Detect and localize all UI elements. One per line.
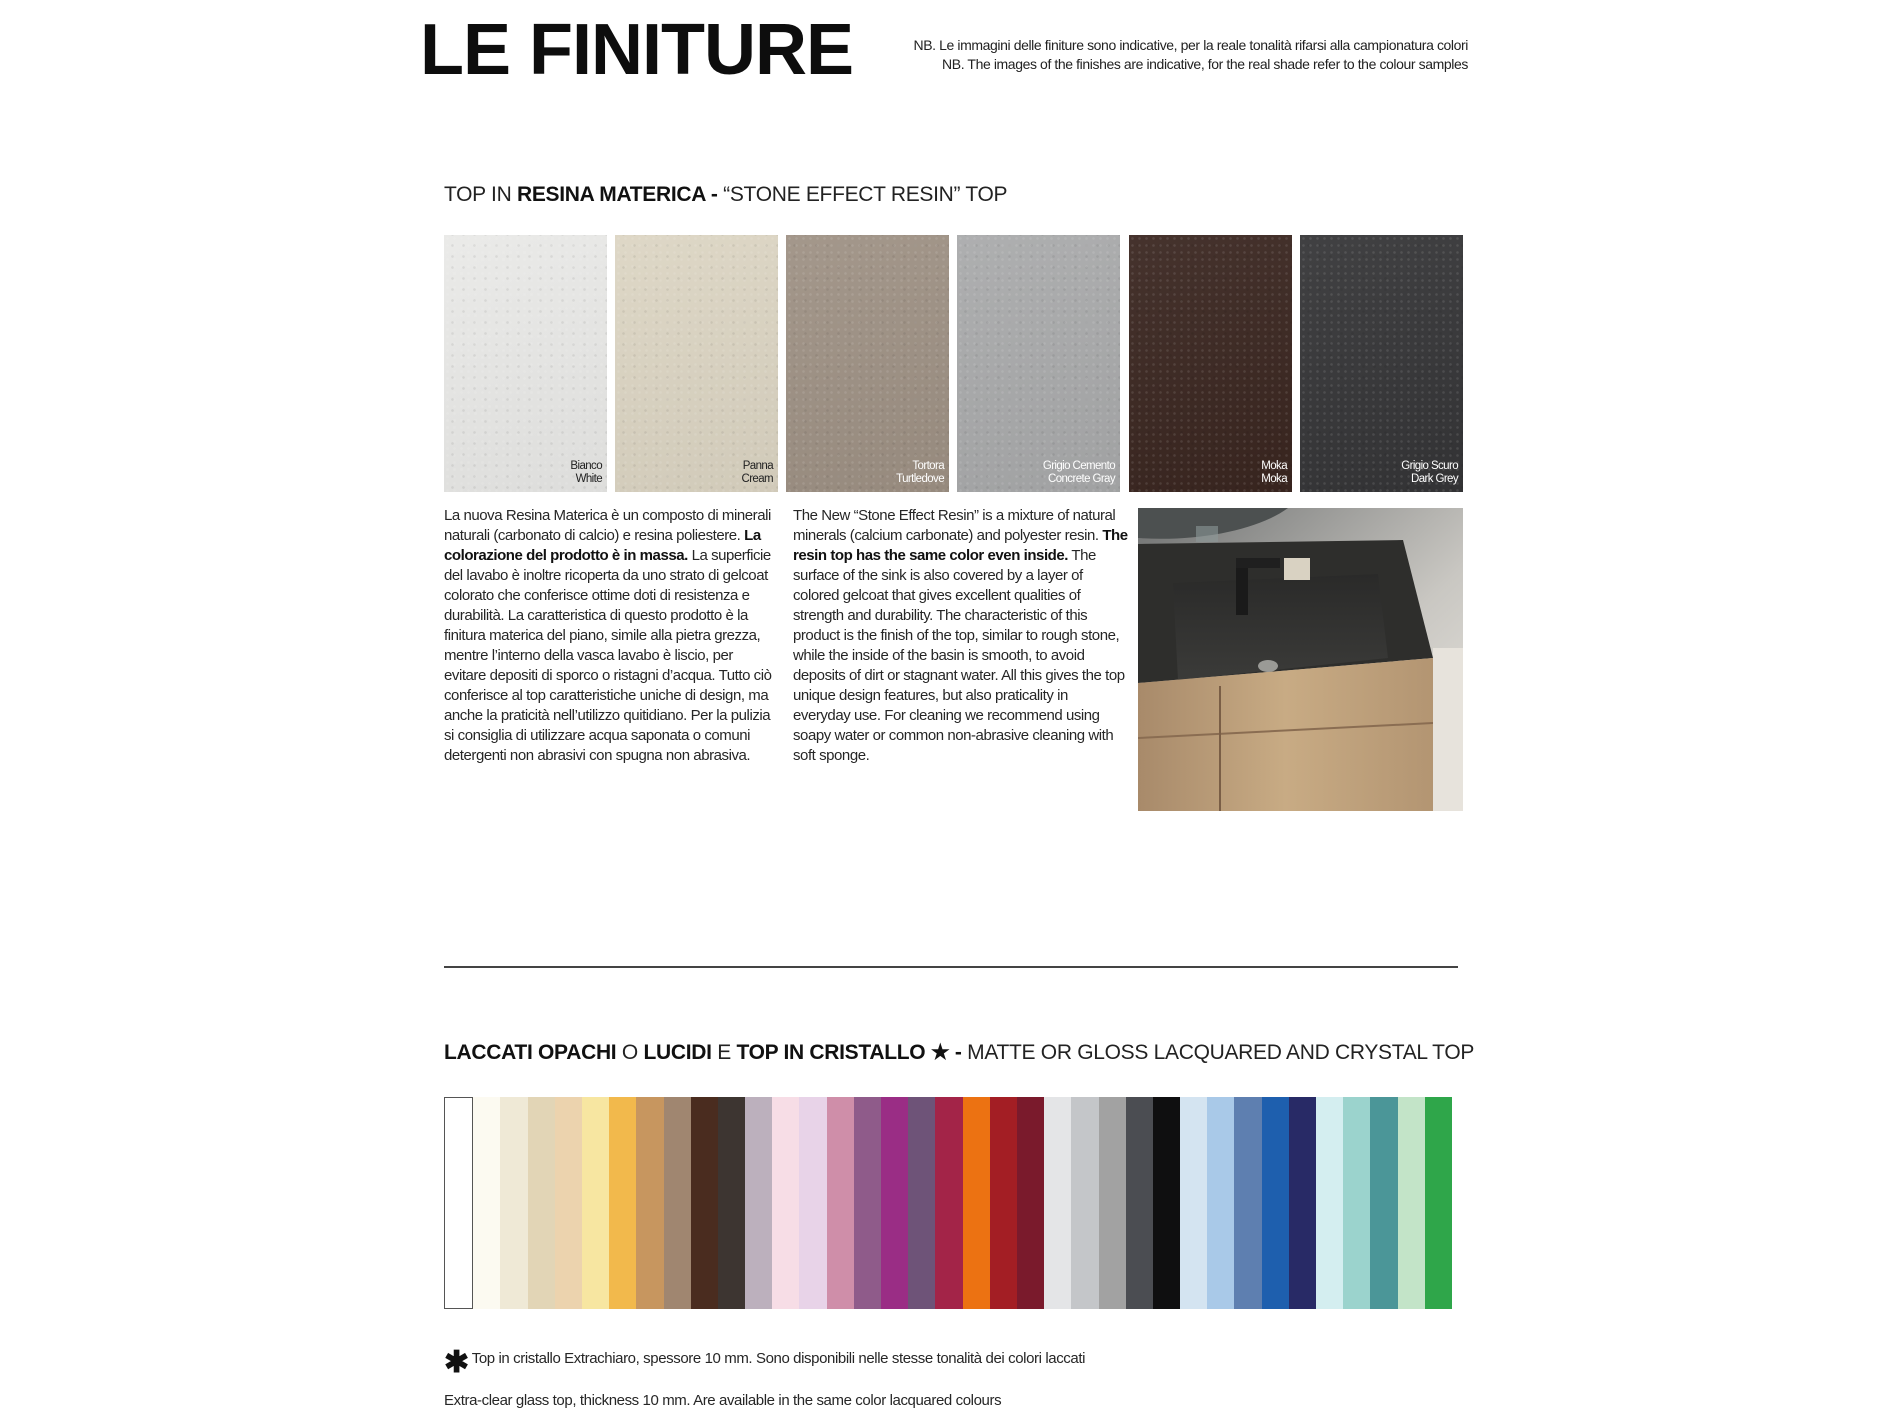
description-it-part2: La superficie del lavabo è inoltre ricoperta da uno strato di gelcoat colorato che conferisce ottime doti di resistenza e durabilità. La caratteristica di questo prodotto è la finitura materica del piano, simile alla pietra grezza, mentre l’interno della vasca lavabo è liscio, per evitare depositi di sporco o ristagni d’acqua. Tutto ciò conferisce al top caratteristiche uniche di design, ma anche la praticità nell’utilizzo quitidiano. Per la pulizia si consiglia di utilizzare acqua saponata o comuni detergenti non abrasivi con spugna non abrasiva. (444, 547, 772, 764)
disclaimer-note (914, 36, 1469, 74)
lacquer-heading-part: MATTE OR GLOSS LACQUARED AND CRYSTAL TOP (967, 1041, 1475, 1064)
lacquer-color-swatch[interactable] (963, 1097, 990, 1309)
swatch-texture (615, 235, 778, 492)
lacquer-color-swatch[interactable] (1289, 1097, 1316, 1309)
swatch-label (1043, 460, 1115, 486)
resin-swatch[interactable] (786, 235, 949, 492)
description-italian (444, 506, 774, 766)
lacquer-color-swatch[interactable] (827, 1097, 854, 1309)
lacquer-color-swatch[interactable] (854, 1097, 881, 1309)
lacquer-color-swatch[interactable] (1398, 1097, 1425, 1309)
lacquer-color-swatch[interactable] (1370, 1097, 1397, 1309)
lacquer-color-strip (444, 1097, 1452, 1309)
lacquer-color-swatch[interactable] (500, 1097, 527, 1309)
lacquer-color-swatch[interactable] (528, 1097, 555, 1309)
lacquer-color-swatch[interactable] (582, 1097, 609, 1309)
disclaimer-note-en: NB. The images of the finishes are indicative, for the real shade refer to the colour samples (942, 56, 1468, 72)
resin-swatch[interactable] (957, 235, 1120, 492)
resin-section-heading (444, 183, 1007, 207)
lacquer-heading-part: O (616, 1041, 644, 1064)
resin-swatch[interactable] (444, 235, 607, 492)
footnote-english: Extra-clear glass top, thickness 10 mm. Are available in the same color lacquared colours (444, 1392, 1002, 1409)
lacquer-color-swatch[interactable] (908, 1097, 935, 1309)
lacquer-color-swatch[interactable] (718, 1097, 745, 1309)
swatch-name-en: Moka (1261, 473, 1287, 485)
swatch-name-en: White (575, 473, 602, 485)
page-title: LE FINITURE (420, 10, 853, 90)
description-it-bold: La colorazione del prodotto è in massa. (444, 527, 761, 564)
swatch-name-en: Turtledove (896, 473, 944, 485)
swatch-label (570, 460, 602, 486)
lacquer-heading-part: TOP IN CRISTALLO (736, 1041, 926, 1064)
lacquer-color-swatch[interactable] (881, 1097, 908, 1309)
lacquer-color-swatch[interactable] (745, 1097, 772, 1309)
lacquer-heading-part: E (711, 1041, 737, 1064)
lacquer-color-swatch[interactable] (609, 1097, 636, 1309)
swatch-name-en: Cream (741, 473, 773, 485)
swatch-texture (444, 235, 607, 492)
description-it-part1: La nuova Resina Materica è un composto di minerali naturali (carbonato di calcio) e resina poliestere. (444, 507, 771, 544)
swatch-name-en: Concrete Gray (1048, 473, 1115, 485)
lacquer-color-swatch[interactable] (636, 1097, 663, 1309)
swatch-name-it: Bianco (570, 460, 602, 472)
lacquer-color-swatch[interactable] (1126, 1097, 1153, 1309)
resin-swatch-row (444, 235, 1463, 492)
footnote-italian (444, 1346, 1086, 1379)
sink-illustration (1138, 508, 1463, 811)
lacquer-color-swatch[interactable] (473, 1097, 500, 1309)
lacquer-heading-star: ★ - (925, 1041, 968, 1064)
resin-heading-prefix: TOP IN (444, 183, 517, 206)
lacquer-heading-part: LACCATI OPACHI (444, 1041, 617, 1064)
resin-swatch[interactable] (1129, 235, 1292, 492)
description-en-part1: The New “Stone Effect Resin” is a mixture of natural minerals (calcium carbonate) and polyester resin. (793, 507, 1116, 544)
swatch-name-it: Panna (742, 460, 773, 472)
lacquer-color-swatch[interactable] (1234, 1097, 1261, 1309)
swatch-texture (786, 235, 949, 492)
lacquer-section-heading (444, 1040, 1474, 1065)
swatch-label (896, 460, 944, 486)
section-divider (444, 966, 1458, 968)
lacquer-color-swatch[interactable] (1044, 1097, 1071, 1309)
lacquer-color-swatch[interactable] (799, 1097, 826, 1309)
sink-product-photo (1138, 508, 1463, 811)
lacquer-color-swatch[interactable] (935, 1097, 962, 1309)
lacquer-color-swatch[interactable] (1316, 1097, 1343, 1309)
lacquer-color-swatch[interactable] (1153, 1097, 1180, 1309)
swatch-label (1261, 460, 1287, 486)
lacquer-color-swatch[interactable] (1180, 1097, 1207, 1309)
swatch-label (1401, 460, 1458, 486)
lacquer-color-swatch[interactable] (990, 1097, 1017, 1309)
swatch-name-it: Grigio Scuro (1401, 460, 1458, 472)
lacquer-color-swatch[interactable] (772, 1097, 799, 1309)
swatch-name-it: Grigio Cemento (1042, 460, 1115, 472)
lacquer-color-swatch[interactable] (1343, 1097, 1370, 1309)
lacquer-color-swatch[interactable] (1099, 1097, 1126, 1309)
resin-heading-bold: RESINA MATERICA - (516, 183, 718, 206)
description-en-part2: The surface of the sink is also covered by a layer of colored gelcoat that gives excellent qualities of strength and durability. The characteristic of this product is the finish of the top, similar to rough stone, while the inside of the basin is smooth, to avoid deposits of dirt or stagnant water. All this gives the top unique design features, but also praticality in everyday use. For cleaning we recommend using soapy water or common non-abrasive cleaning with soft sponge. (793, 547, 1125, 764)
swatch-name-it: Moka (1261, 460, 1287, 472)
asterisk-icon: ✱ (444, 1346, 469, 1379)
lacquer-heading-part: LUCIDI (643, 1041, 712, 1064)
description-english (793, 506, 1128, 766)
swatch-texture (1129, 235, 1292, 492)
disclaimer-note-it: NB. Le immagini delle finiture sono indicative, per la reale tonalità rifarsi alla campionatura colori (913, 37, 1468, 53)
lacquer-color-swatch[interactable] (1017, 1097, 1044, 1309)
swatch-texture (1300, 235, 1463, 492)
swatch-name-en: Dark Grey (1411, 473, 1458, 485)
resin-heading-suffix: “STONE EFFECT RESIN” TOP (717, 183, 1008, 206)
swatch-name-it: Tortora (912, 460, 944, 472)
footnote-it-text: Top in cristallo Extrachiaro, spessore 10 mm. Sono disponibili nelle stesse tonalità dei colori laccati (471, 1350, 1086, 1367)
lacquer-color-swatch[interactable] (555, 1097, 582, 1309)
lacquer-color-swatch[interactable] (1071, 1097, 1098, 1309)
lacquer-color-swatch[interactable] (691, 1097, 718, 1309)
description-en-bold: The resin top has the same color even inside. (793, 527, 1128, 564)
swatch-texture (957, 235, 1120, 492)
lacquer-color-swatch[interactable] (1207, 1097, 1234, 1309)
lacquer-color-swatch[interactable] (1425, 1097, 1452, 1309)
swatch-label (741, 460, 773, 486)
lacquer-color-swatch[interactable] (664, 1097, 691, 1309)
lacquer-color-swatch[interactable] (1262, 1097, 1289, 1309)
resin-swatch[interactable] (615, 235, 778, 492)
lacquer-color-swatch[interactable] (444, 1097, 473, 1309)
resin-swatch[interactable] (1300, 235, 1463, 492)
